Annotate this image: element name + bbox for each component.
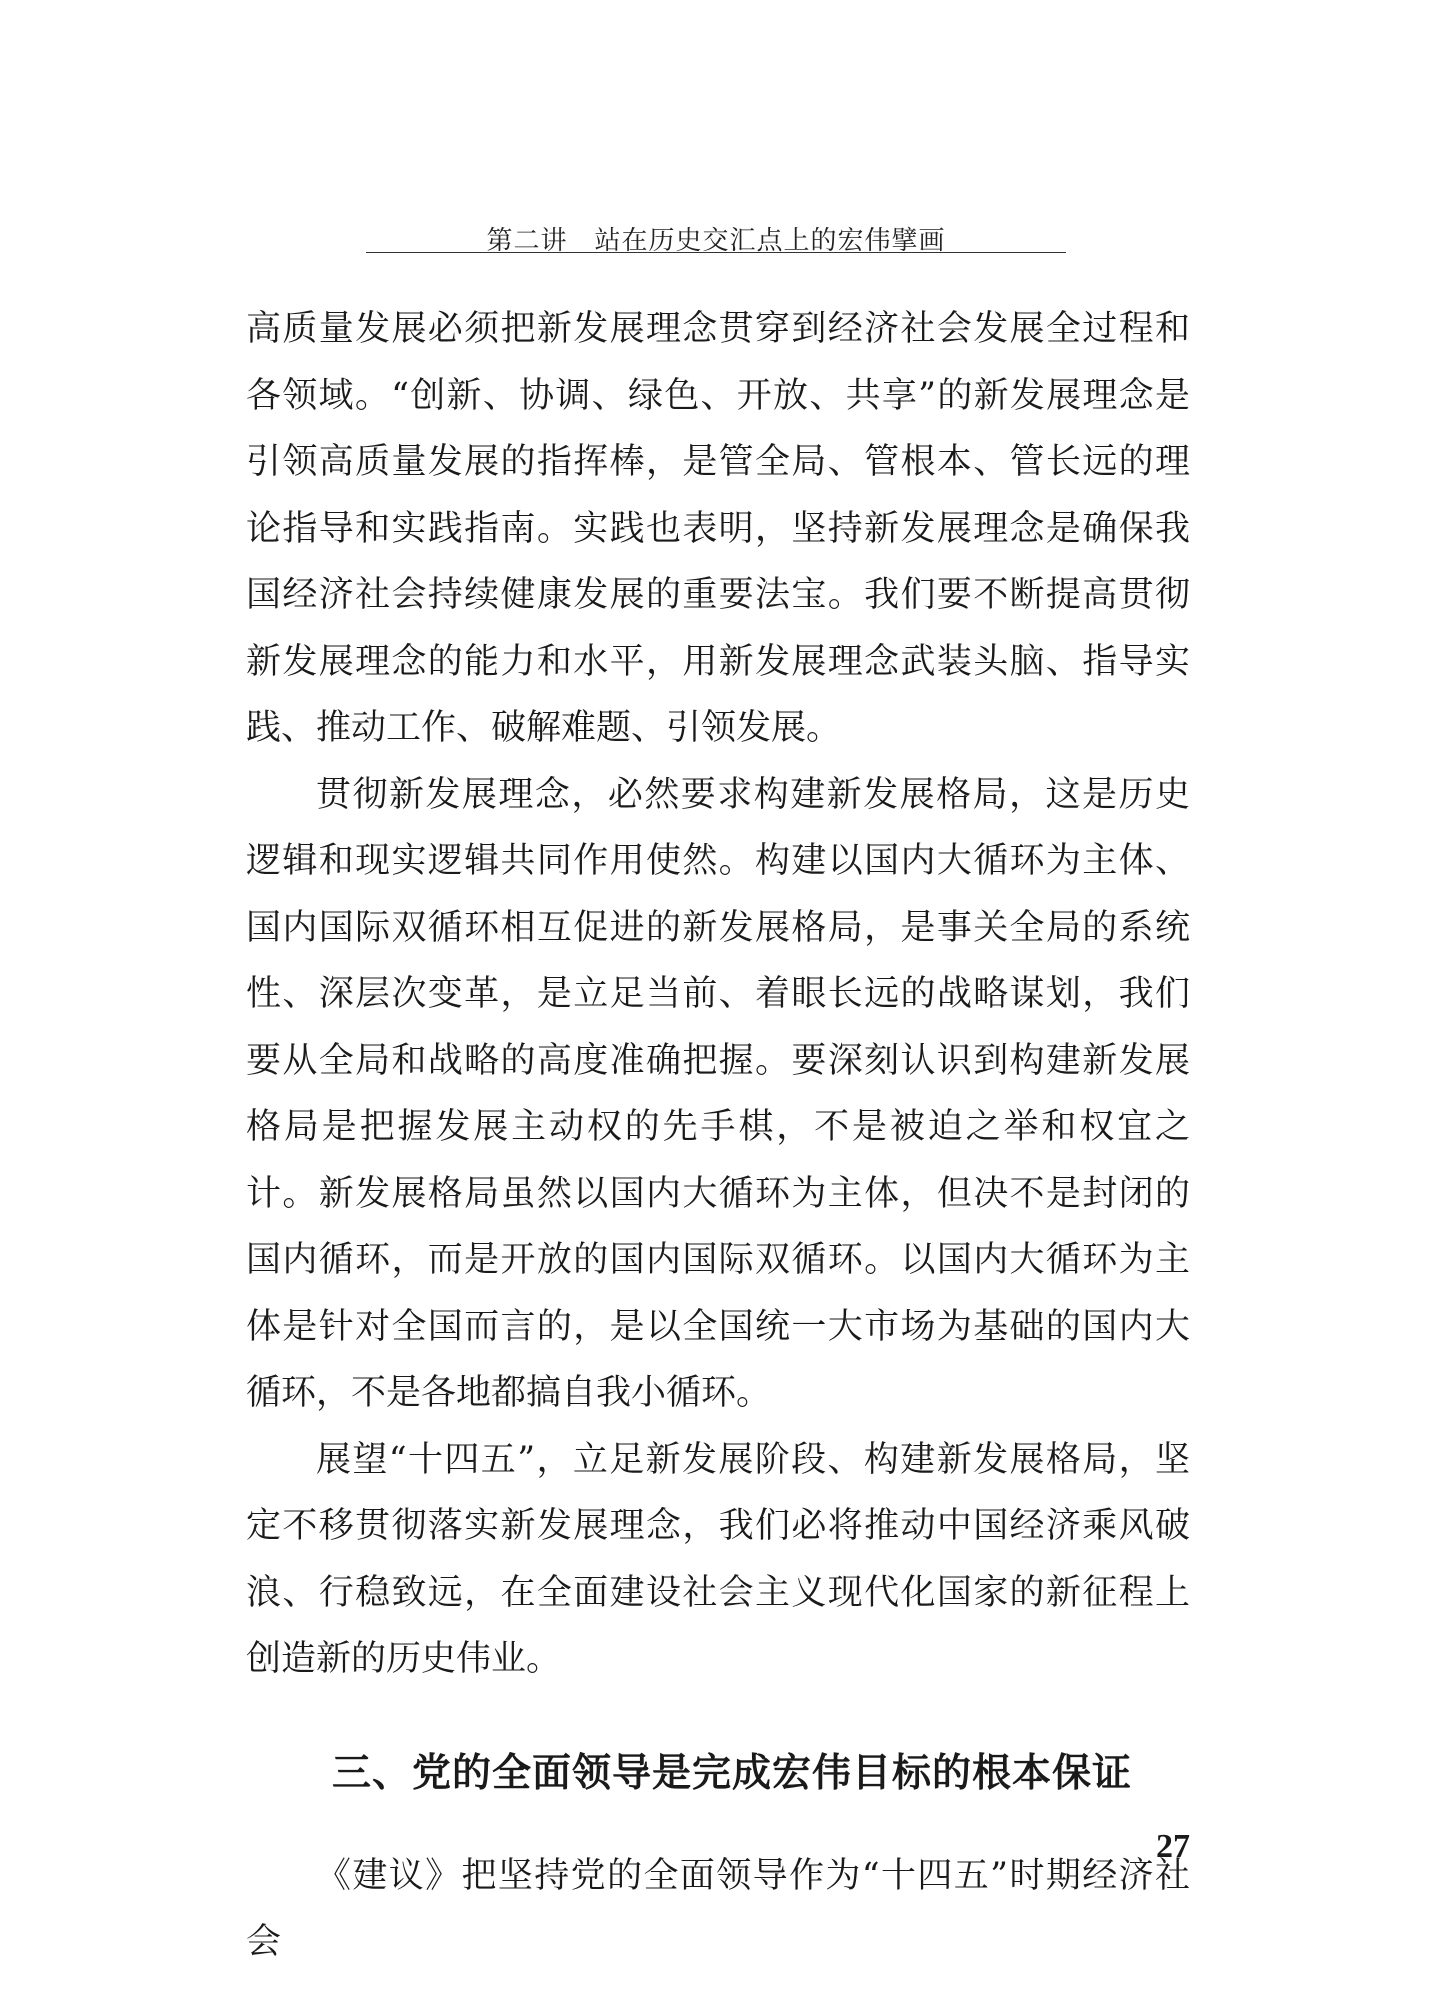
paragraph-outlook: 展望“十四五”，立足新发展阶段、构建新发展格局，坚定不移贯彻落实新发展理念，我们必将推动中国经济乘风破浪、行稳致远，在全面建设社会主义现代化国家的新征程上创造新的历史伟业。 (246, 1439, 1190, 1679)
page-number: 27 (1156, 1828, 1190, 1865)
paragraph-party-leadership: 《建议》把坚持党的全面领导作为“十四五”时期经济社会 (246, 1855, 1190, 1962)
paragraph-continued: 高质量发展必须把新发展理念贯穿到经济社会发展全过程和各领域。“创新、协调、绿色、开放、共享”的新发展理念是引领高质量发展的指挥棒，是管全局、管根本、管长远的理论指导和实践指南。实践也表明，坚持新发展理念是确保我国经济社会持续健康发展的重要法宝。我们要不断提高贯彻新发展理念的能力和水平，用新发展理念武装头脑、指导实践、推动工作、破解难题、引领发展。 (246, 309, 1190, 748)
header-rule (366, 252, 1066, 253)
paragraph-new-development-pattern: 贯彻新发展理念，必然要求构建新发展格局，这是历史逻辑和现实逻辑共同作用使然。构建以国内大循环为主体、国内国际双循环相互促进的新发展格局，是事关全局的系统性、深层次变革，是立足当前、着眼长远的战略谋划，我们要从全局和战略的高度准确把握。要深刻认识到构建新发展格局是把握发展主动权的先手棋，不是被迫之举和权宜之计。新发展格局虽然以国内大循环为主体，但决不是封闭的国内循环，而是开放的国内国际双循环。以国内大循环为主体是针对全国而言的，是以全国统一大市场为基础的国内大循环，不是各地都搞自我小循环。 (246, 774, 1190, 1413)
running-header: 第二讲 站在历史交汇点上的宏伟擘画 (486, 226, 946, 256)
section-heading: 三、党的全面领导是完成宏伟目标的根本保证 (332, 1750, 1133, 1796)
body-text (246, 296, 1190, 1976)
